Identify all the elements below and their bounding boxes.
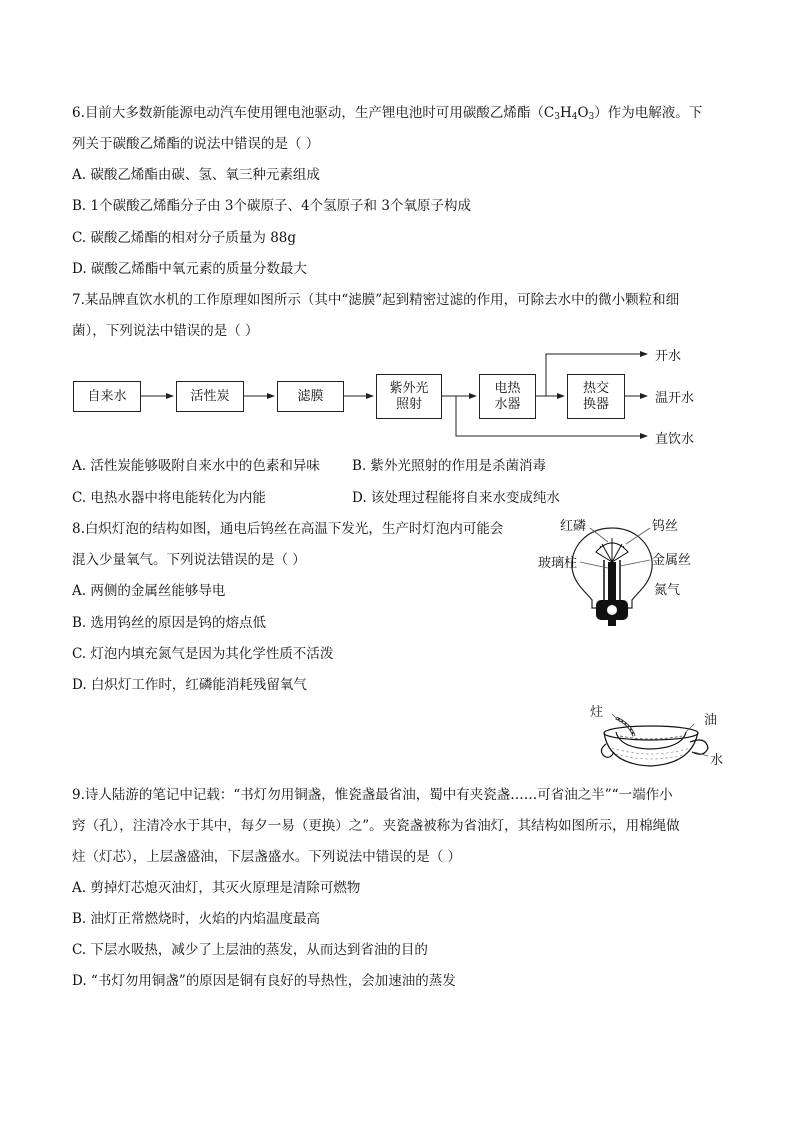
flow-box-heat-exchanger	[567, 374, 625, 419]
q7-stem-line1: 7.某品牌直饮水机的工作原理如图所示（其中“滤膜”起到精密过滤的作用，可除去水中的微小颗粒和细	[72, 292, 680, 308]
label-wick: 炷	[590, 705, 604, 720]
flow-output-warm-water: 温开水	[655, 391, 695, 406]
q6-stem-line1	[72, 104, 702, 126]
flow-output-drinking-water: 直饮水	[655, 432, 695, 447]
flow-box-label: 水器	[494, 396, 521, 412]
label-glass-post: 玻璃柱	[538, 556, 578, 571]
flow-box-activated-carbon	[176, 381, 244, 412]
flow-output-boiling-water: 开水	[655, 349, 682, 364]
lower-dish	[601, 726, 708, 766]
water-layer	[612, 748, 690, 759]
q8-option-d[interactable]: D. 白炽灯工作时，红磷能消耗残留氧气	[72, 677, 307, 693]
q9-option-b[interactable]: B. 油灯正常燃烧时，火焰的内焰温度最高	[72, 911, 321, 927]
flow-box-label: 活性炭	[190, 388, 230, 404]
q6-option-c[interactable]: C. 碳酸乙烯酯的相对分子质量为 88g	[72, 230, 297, 246]
flow-box-label: 照射	[395, 396, 422, 412]
formula-subscript: 4	[571, 112, 578, 122]
label-red-phosphorus: 红磷	[560, 519, 587, 534]
oil-lamp-figure	[590, 702, 740, 772]
base-tip	[608, 618, 616, 626]
flow-box-label: 热交	[582, 380, 609, 396]
flow-box-label: 电热	[494, 380, 521, 396]
q8-stem-line1: 8.白炽灯泡的结构如图，通电后钨丝在高温下发光，生产时灯泡内可能会	[72, 521, 504, 537]
q7-stem-line2: 菌），下列说法中错误的是（ ）	[72, 323, 259, 339]
glass-post	[608, 562, 616, 600]
q6-option-b[interactable]: B. 1个碳酸乙烯酯分子由 3个碳原子、4个氢原子和 3个氧原子构成	[72, 198, 471, 214]
q6-stem-line2: 列关于碳酸乙烯酯的说法中错误的是（ ）	[72, 136, 320, 152]
q7-option-c[interactable]: C. 电热水器中将电能转化为内能	[72, 490, 266, 506]
q8-option-a[interactable]: A. 两侧的金属丝能够导电	[72, 583, 226, 599]
formula-element: O	[577, 105, 589, 121]
q7-option-b[interactable]: B. 紫外光照射的作用是杀菌消毒	[352, 458, 547, 474]
q6-stem-text-a: 6.目前大多数新能源电动汽车使用锂电池驱动，生产锂电池时可用碳酸乙烯酯（C	[72, 105, 555, 121]
q9-stem-line2: 窍（孔），注清冷水于其中，每夕一易（更换）之”。夹瓷盏被称为省油灯，其结构如图所示，用棉绳做	[72, 818, 680, 834]
flow-box-label: 紫外光	[389, 380, 429, 396]
q7-option-d[interactable]: D. 该处理过程能将自来水变成纯水	[352, 490, 560, 506]
q8-stem-line2: 混入少量氧气。下列说法错误的是（ ）	[72, 552, 306, 568]
q9-stem-line3: 炷（灯芯），上层盏盛油，下层盏盛水。下列说法中错误的是（ ）	[72, 849, 462, 865]
q9-stem-line1: 9.诗人陆游的笔记中记载：“书灯勿用铜盏，惟瓷盏最省油，蜀中有夹瓷盏……可省油之半”“一端作小	[72, 787, 673, 803]
q6-stem-text-b: ）作为电解液。下	[594, 105, 703, 121]
label-oil: 油	[704, 713, 718, 728]
q6-option-d[interactable]: D. 碳酸乙烯酯中氧元素的质量分数最大	[72, 261, 307, 277]
q9-option-c[interactable]: C. 下层水吸热，减少了上层油的蒸发，从而达到省油的目的	[72, 942, 428, 958]
q8-option-b[interactable]: B. 选用钨丝的原因是钨的熔点低	[72, 615, 267, 631]
label-tungsten: 钨丝	[652, 519, 679, 534]
flow-box-uv	[376, 374, 442, 419]
q9-option-a[interactable]: A. 剪掉灯芯熄灭油灯，其灭火原理是清除可燃物	[72, 880, 361, 896]
formula-subscript: 3	[554, 112, 560, 122]
q8-option-c[interactable]: C. 灯泡内填充氮气是因为其化学性质不活泼	[72, 646, 334, 662]
formula-element: H	[559, 105, 572, 121]
q9-option-d[interactable]: D. “书灯勿用铜盏”的原因是铜有良好的导热性，会加速油的蒸发	[72, 973, 456, 989]
flow-box-label: 自来水	[87, 388, 127, 404]
light-bulb-figure	[530, 512, 710, 632]
flow-box-label: 换器	[582, 396, 609, 412]
flow-box-label: 滤膜	[297, 388, 324, 404]
flow-box-water-heater	[479, 374, 536, 419]
base-contact	[607, 605, 617, 615]
flow-box-membrane	[277, 381, 344, 412]
q6-option-a[interactable]: A. 碳酸乙烯酯由碳、氢、氧三种元素组成	[72, 167, 320, 183]
formula-subscript: 3	[588, 112, 595, 122]
label-water: 水	[710, 753, 724, 768]
q7-option-a[interactable]: A. 活性炭能够吸附自来水中的色素和异味	[72, 458, 320, 474]
label-metal-wire: 金属丝	[652, 553, 692, 568]
flow-box-tap-water	[73, 381, 141, 412]
label-nitrogen: 氮气	[654, 583, 681, 598]
